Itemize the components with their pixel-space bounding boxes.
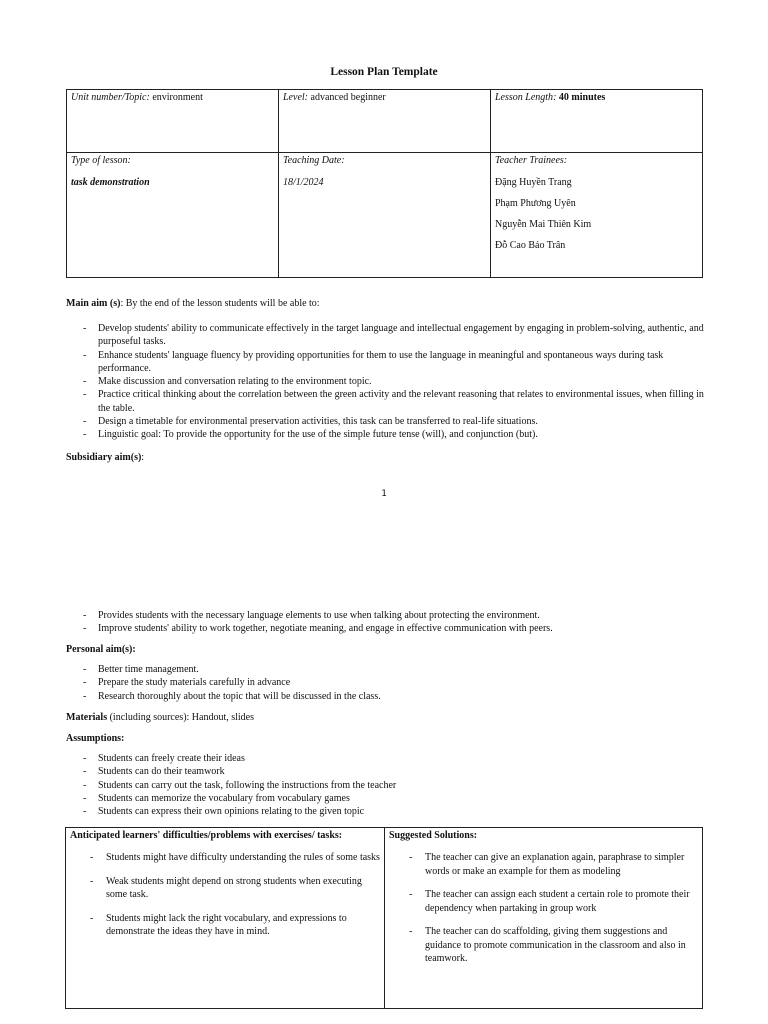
- list-item: - Students might have difficulty understanding the rules of some tasks: [70, 851, 380, 865]
- list-item: - Prepare the study materials carefully in advance: [66, 676, 706, 689]
- list-item: - Design a timetable for environmental preservation activities, this task can be transferred to real-life situations.: [66, 415, 706, 428]
- list-item: - Develop students' ability to communicate effectively in the target language and intellectual engagement by engaging in problem-solving, authentic, and purposeful tasks.: [66, 322, 706, 349]
- personal-aim-list: [66, 663, 706, 703]
- materials-label: Materials: [66, 712, 108, 723]
- lesson-info-table: [66, 89, 703, 278]
- main-aim-label: Main aim (s): [66, 298, 121, 309]
- level-label: Level: [283, 92, 305, 103]
- trainee-name: Đặng Huyền Trang: [495, 177, 572, 188]
- level-cell: Level: advanced beginner: [279, 90, 491, 153]
- list-item: - Linguistic goal: To provide the opportunity for the use of the simple future tense (will), and conjunction (but).: [66, 428, 706, 441]
- main-aim-heading: [66, 297, 320, 310]
- list-item: - Enhance students' language fluency by providing opportunities for them to use the language in meaningful and spontaneous ways during task performance.: [66, 349, 706, 376]
- subsidiary-aim-heading: [66, 451, 144, 464]
- unit-value: environment: [152, 92, 203, 103]
- length-value: 40 minutes: [558, 92, 606, 103]
- page-number: 1: [381, 489, 387, 499]
- length-label: Lesson Length: [495, 92, 554, 103]
- level-value: advanced beginner: [310, 92, 386, 103]
- list-item: - Make discussion and conversation relating to the environment topic.: [66, 375, 706, 388]
- unit-cell: Unit number/Topic: environment: [67, 90, 279, 153]
- trainee-name: Nguyễn Mai Thiên Kim: [495, 219, 592, 230]
- list-item: - Research thoroughly about the topic that will be discussed in the class.: [66, 690, 706, 703]
- type-value: task demonstration: [71, 177, 150, 188]
- trainees-label: Teacher Trainees:: [495, 155, 568, 166]
- subsidiary-aim-list: [66, 609, 706, 636]
- list-item: - The teacher can assign each student a certain role to promote their dependency when partaking in group work: [389, 888, 698, 915]
- main-aim-intro: : By the end of the lesson students will be able to:: [120, 298, 320, 309]
- list-item: - The teacher can give an explanation again, paraphrase to simpler words or make an example for them as modeling: [389, 851, 698, 878]
- difficulties-solutions-table: [65, 827, 703, 1009]
- difficulties-header: Anticipated learners' difficulties/problems with exercises/ tasks:: [70, 830, 343, 841]
- subsidiary-aim-label: Subsidiary aim(s): [66, 452, 142, 463]
- length-cell: Lesson Length: 40 minutes: [491, 90, 703, 153]
- list-item: - Students can express their own opinions relating to the given topic: [66, 805, 706, 818]
- trainees-cell: [491, 153, 703, 278]
- solutions-list: [389, 851, 698, 966]
- list-item: - The teacher can do scaffolding, giving them suggestions and guidance to promote communication in the classroom and also in teamwork.: [389, 925, 698, 966]
- materials-text: (including sources): Handout, slides: [107, 712, 255, 723]
- list-item: - Students might lack the right vocabulary, and expressions to demonstrate the ideas they have in mind.: [70, 912, 380, 939]
- list-item: - Better time management.: [66, 663, 706, 676]
- list-item: - Weak students might depend on strong students when executing some task.: [70, 875, 380, 902]
- date-value: 18/1/2024: [283, 177, 324, 188]
- list-item: - Students can freely create their ideas: [66, 752, 706, 765]
- materials-line: [66, 711, 254, 724]
- list-item: - Students can do their teamwork: [66, 765, 706, 778]
- list-item: - Students can carry out the task, following the instructions from the teacher: [66, 779, 706, 792]
- list-item: - Practice critical thinking about the correlation between the green activity and the relevant reasoning that relates to environmental issues, when filling in the table.: [66, 388, 706, 415]
- solutions-cell: [385, 828, 703, 1009]
- trainee-name: Đỗ Cao Bảo Trân: [495, 240, 566, 251]
- list-item: - Students can memorize the vocabulary from vocabulary games: [66, 792, 706, 805]
- assumptions-list: [66, 752, 706, 818]
- page-title: Lesson Plan Template: [330, 66, 438, 78]
- type-cell: [67, 153, 279, 278]
- unit-label: Unit number/Topic: [71, 92, 147, 103]
- type-label: Type of lesson:: [71, 155, 131, 166]
- difficulties-list: [70, 851, 380, 939]
- subsidiary-aim-suffix: :: [141, 452, 145, 463]
- personal-aim-heading: Personal aim(s):: [66, 644, 136, 655]
- list-item: - Provides students with the necessary language elements to use when talking about protecting the environment.: [66, 609, 706, 622]
- solutions-header: Suggested Solutions:: [389, 830, 478, 841]
- difficulties-cell: [66, 828, 385, 1009]
- assumptions-heading: Assumptions:: [66, 733, 125, 744]
- trainee-name: Phạm Phương Uyên: [495, 198, 576, 209]
- main-aim-list: [66, 322, 706, 442]
- date-cell: [279, 153, 491, 278]
- date-label: Teaching Date:: [283, 155, 345, 166]
- list-item: - Improve students' ability to work together, negotiate meaning, and engage in effective communication with peers.: [66, 622, 706, 635]
